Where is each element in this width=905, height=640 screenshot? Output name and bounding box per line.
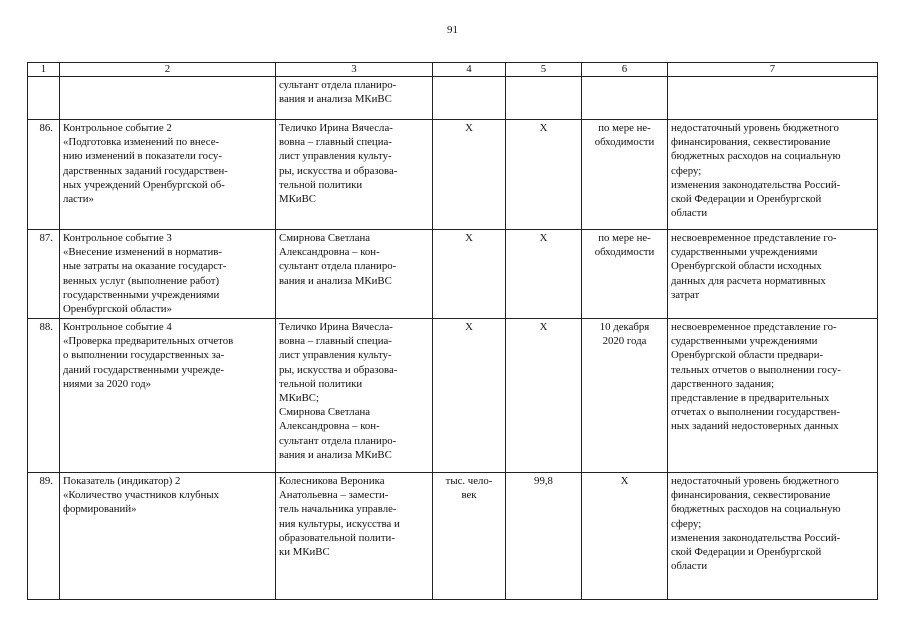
- cell-event: Контрольное событие 2 «Подготовка изменений по внесе- нию изменений в показатели госу- дарственных заданий государствен- ных учреждений Оренбургской об- ласти»: [60, 120, 276, 230]
- cell-empty: [668, 77, 878, 120]
- cell-deadline: 10 декабря 2020 года: [582, 319, 668, 473]
- header-cell: 7: [668, 63, 878, 77]
- cell-number: 89.: [28, 473, 60, 600]
- table-row: [28, 473, 878, 600]
- cell-event: Контрольное событие 3 «Внесение изменений в норматив- ные затраты на оказание государст- венных услуг (выполнение работ) государственными учреждениями Оренбургской области»: [60, 230, 276, 319]
- cell-responsible: сультант отдела планиро- вания и анализа МКиВС: [276, 77, 433, 120]
- cell-responsible: Смирнова Светлана Александровна – кон- сультант отдела планиро- вания и анализа МКиВС: [276, 230, 433, 319]
- cell-col5: Х: [506, 120, 582, 230]
- cell-number: 88.: [28, 319, 60, 473]
- cell-col5: Х: [506, 230, 582, 319]
- cell-empty: [582, 77, 668, 120]
- cell-risks: несвоевременное представление го- сударственными учреждениями Оренбургской области предвари- тельных отчетов о выполнении госу- дарственного задания; представление в предварительных отчетах о выполнении государствен- ных заданий недостоверных данных: [668, 319, 878, 473]
- cell-deadline: Х: [582, 473, 668, 600]
- table-row: [28, 120, 878, 230]
- cell-responsible: Теличко Ирина Вячесла- вовна – главный специа- лист управления культу- ры, искусства и образова- тельной политики МКиВС; Смирнова Светлана Александровна – кон- сультант отдела планиро- вания и анализа МКиВС: [276, 319, 433, 473]
- cell-col4: Х: [433, 230, 506, 319]
- cell-number: 87.: [28, 230, 60, 319]
- cell-responsible: Теличко Ирина Вячесла- вовна – главный специа- лист управления культу- ры, искусства и образова- тельной политики МКиВС: [276, 120, 433, 230]
- cell-value: 99,8: [506, 473, 582, 600]
- cell-empty: [60, 77, 276, 120]
- table-row: [28, 230, 878, 319]
- monitoring-table: [27, 62, 878, 600]
- cell-risks: несвоевременное представление го- сударственными учреждениями Оренбургской области исходных данных для расчета нормативных затрат: [668, 230, 878, 319]
- cell-empty: [506, 77, 582, 120]
- cell-col5: Х: [506, 319, 582, 473]
- cell-empty: [28, 77, 60, 120]
- cell-risks: недостаточный уровень бюджетного финансирования, секвестирование бюджетных расходов на социальную сферу; изменения законодательства Россий- ской Федерации и Оренбургской области: [668, 120, 878, 230]
- header-cell: 1: [28, 63, 60, 77]
- cell-responsible: Колесникова Вероника Анатольевна – замести- тель начальника управле- ния культуры, искусства и образовательной полити- ки МКиВС: [276, 473, 433, 600]
- header-cell: 6: [582, 63, 668, 77]
- cell-event: Показатель (индикатор) 2 «Количество участников клубных формирований»: [60, 473, 276, 600]
- header-cell: 3: [276, 63, 433, 77]
- cell-risks: недостаточный уровень бюджетного финансирования, секвестирование бюджетных расходов на социальную сферу; изменения законодательства Россий- ской Федерации и Оренбургской области: [668, 473, 878, 600]
- cell-col4: Х: [433, 319, 506, 473]
- cell-col4: Х: [433, 120, 506, 230]
- header-row: [28, 63, 878, 77]
- cell-number: 86.: [28, 120, 60, 230]
- cell-unit: тыс. чело- век: [433, 473, 506, 600]
- header-cell: 4: [433, 63, 506, 77]
- header-cell: 5: [506, 63, 582, 77]
- header-cell: 2: [60, 63, 276, 77]
- cell-event: Контрольное событие 4 «Проверка предварительных отчетов о выполнении государственных за- даний государственными учрежде- ниями за 2020 год»: [60, 319, 276, 473]
- cell-empty: [433, 77, 506, 120]
- page-number: 91: [447, 24, 458, 36]
- continuation-row: [28, 77, 878, 120]
- cell-deadline: по мере не- обходимости: [582, 120, 668, 230]
- cell-deadline: по мере не- обходимости: [582, 230, 668, 319]
- table-row: [28, 319, 878, 473]
